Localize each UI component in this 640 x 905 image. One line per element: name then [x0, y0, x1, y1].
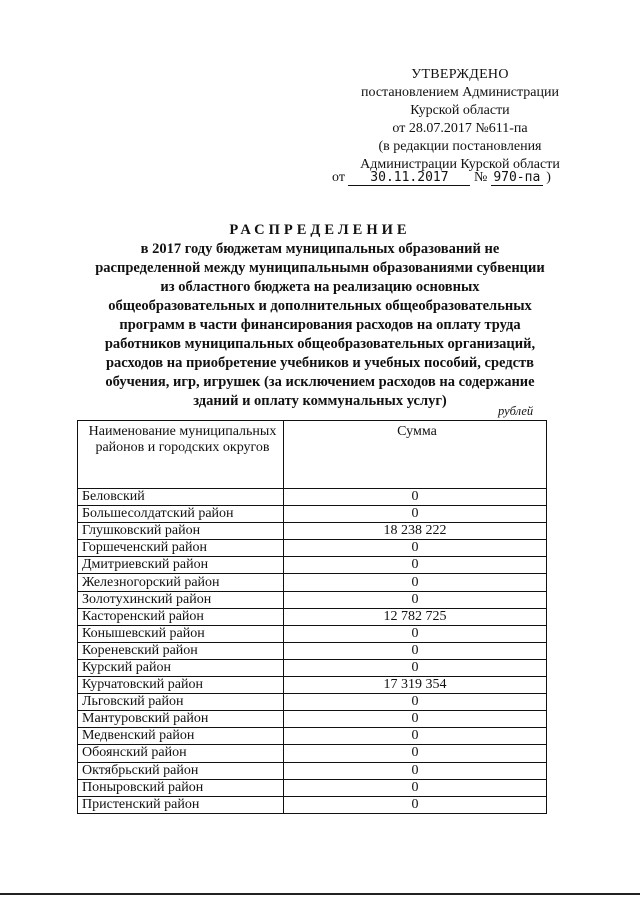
table-row — [78, 608, 547, 625]
district-name: Дмитриевский район — [78, 557, 284, 574]
district-sum: 0 — [284, 540, 547, 557]
district-sum: 0 — [284, 694, 547, 711]
district-name: Кореневский район — [78, 642, 284, 659]
district-sum: 12 782 725 — [284, 608, 547, 625]
units-label: рублей — [498, 404, 534, 418]
subtitle-line: в 2017 году бюджетам муниципальных образований не — [140, 241, 500, 257]
district-sum: 0 — [284, 642, 547, 659]
approval-line: (в редакции постановления — [378, 139, 542, 154]
approval-line: постановлением Администрации — [361, 85, 559, 100]
table-header-row — [78, 421, 547, 489]
district-sum: 0 — [284, 591, 547, 608]
subtitle-line: общеобразовательных и дополнительных общеобразовательных — [108, 298, 532, 314]
district-name: Льговский район — [78, 694, 284, 711]
table-row — [78, 557, 547, 574]
table-row — [78, 659, 547, 676]
district-name: Медвенский район — [78, 728, 284, 745]
closing-paren: ) — [546, 170, 551, 185]
amendment-number: 970-па — [491, 170, 543, 186]
district-name: Курский район — [78, 659, 284, 676]
district-name: Большесолдатский район — [78, 506, 284, 523]
district-name: Касторенский район — [78, 608, 284, 625]
subtitle-line: программ в части финансирования расходов на оплату труда — [119, 317, 521, 333]
amendment-reference — [332, 170, 592, 186]
district-sum: 0 — [284, 762, 547, 779]
district-sum: 18 238 222 — [284, 523, 547, 540]
approval-line: Курской области — [410, 103, 510, 118]
distribution-table — [77, 420, 547, 814]
district-sum: 0 — [284, 796, 547, 813]
table-row — [78, 711, 547, 728]
district-sum: 0 — [284, 574, 547, 591]
subtitle-line: обучения, игр, игрушек (за исключением расходов на содержание — [105, 374, 535, 390]
district-name: Конышевский район — [78, 625, 284, 642]
table-row — [78, 540, 547, 557]
subtitle-line: расходов на приобретение учебников и учебных пособий, средств — [105, 355, 535, 371]
district-name: Железногорский район — [78, 574, 284, 591]
table-row — [78, 591, 547, 608]
table-row — [78, 694, 547, 711]
district-name: Золотухинский район — [78, 591, 284, 608]
bottom-border — [0, 893, 640, 895]
column-header-sum: Сумма — [284, 421, 547, 489]
district-sum: 0 — [284, 557, 547, 574]
table-row — [78, 523, 547, 540]
district-name: Горшеченский район — [78, 540, 284, 557]
district-name: Глушковский район — [78, 523, 284, 540]
table-row — [78, 625, 547, 642]
district-sum: 0 — [284, 745, 547, 762]
district-sum: 0 — [284, 711, 547, 728]
approval-line: от 28.07.2017 №611-па — [392, 121, 528, 136]
district-sum: 17 319 354 — [284, 677, 547, 694]
subtitle-line: работников муниципальных общеобразовательных организаций, — [104, 336, 536, 352]
district-name: Беловский — [78, 489, 284, 506]
document-subtitle — [60, 240, 580, 411]
table-row — [78, 745, 547, 762]
district-sum: 0 — [284, 489, 547, 506]
district-name: Пристенский район — [78, 796, 284, 813]
approval-block — [330, 66, 590, 174]
date-prefix: от — [332, 170, 345, 185]
table-row — [78, 506, 547, 523]
table-row — [78, 728, 547, 745]
table-row — [78, 642, 547, 659]
approval-line: Администрации Курской области — [360, 157, 560, 172]
table-row — [78, 574, 547, 591]
approval-title: УТВЕРЖДЕНО — [411, 67, 509, 82]
column-header-name: Наименование муниципальных районов и городских округов — [78, 421, 284, 489]
table-body — [78, 489, 547, 814]
district-sum: 0 — [284, 506, 547, 523]
subtitle-line: зданий и оплату коммунальных услуг) — [193, 393, 447, 409]
district-sum: 0 — [284, 625, 547, 642]
document-heading: РАСПРЕДЕЛЕНИЕ — [229, 222, 411, 238]
table-row — [78, 779, 547, 796]
district-name: Обоянский район — [78, 745, 284, 762]
district-sum: 0 — [284, 659, 547, 676]
table-row — [78, 677, 547, 694]
district-name: Октябрьский район — [78, 762, 284, 779]
district-sum: 0 — [284, 779, 547, 796]
subtitle-line: распределенной между муниципальнымн образованиями субвенции — [95, 260, 545, 276]
subtitle-line: из областного бюджета на реализацию основных — [160, 279, 480, 295]
amendment-date: 30.11.2017 — [348, 170, 470, 186]
district-name: Курчатовский район — [78, 677, 284, 694]
document-title — [60, 220, 580, 411]
district-name: Поныровский район — [78, 779, 284, 796]
number-prefix: № — [473, 170, 488, 185]
table-row — [78, 762, 547, 779]
district-name: Мантуровский район — [78, 711, 284, 728]
district-sum: 0 — [284, 728, 547, 745]
table-row — [78, 489, 547, 506]
table-row — [78, 796, 547, 813]
